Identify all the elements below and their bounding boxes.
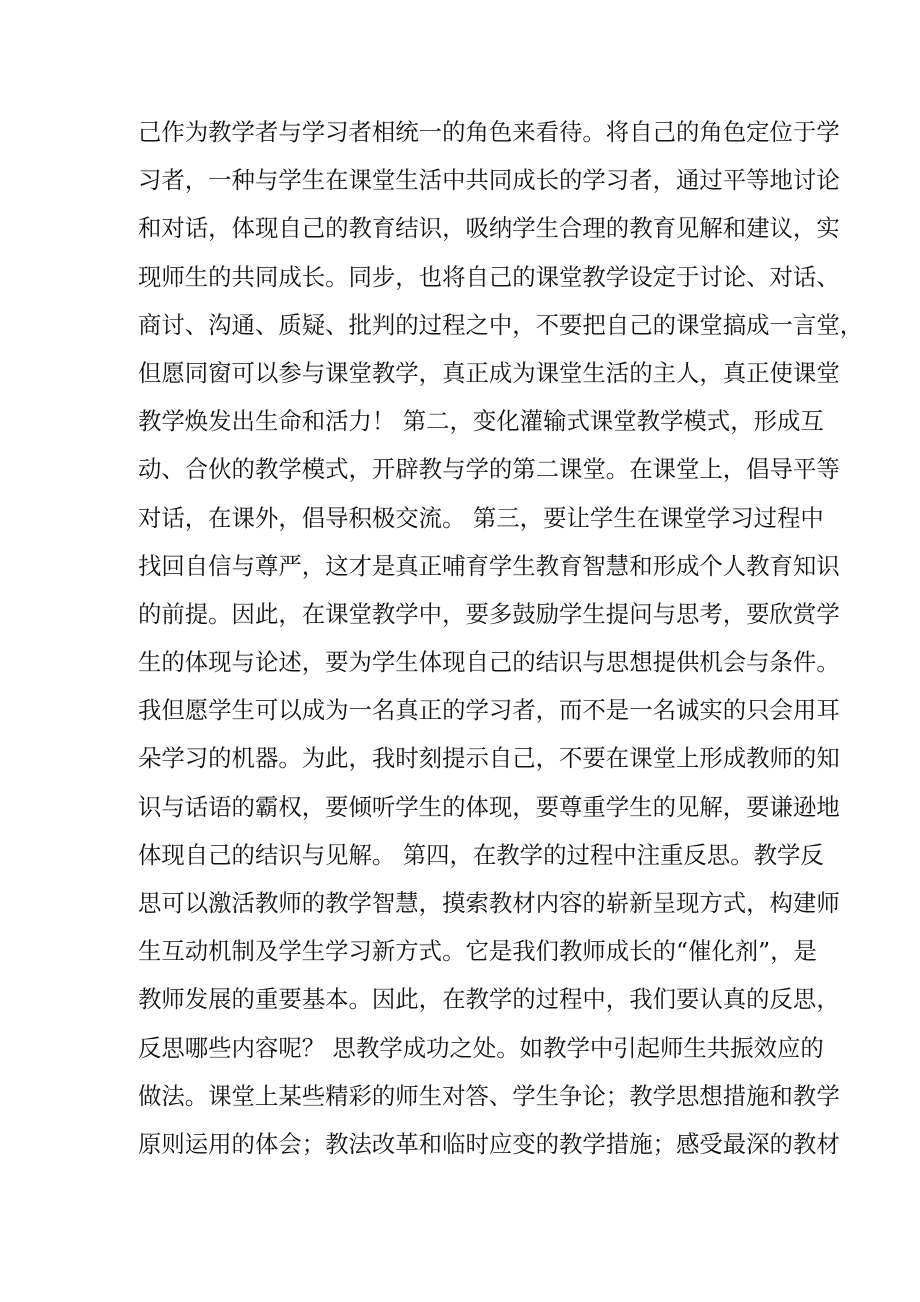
text-line: 但愿同窗可以参与课堂教学，真正成为课堂生活的主人，真正使课堂: [138, 358, 840, 387]
text-line: 识与话语的霸权，要倾听学生的体现，要尊重学生的见解，要谦逊地: [138, 792, 840, 821]
text-line: 教学焕发出生命和活力！ 第二，变化灌输式课堂教学模式，形成互: [138, 407, 824, 436]
text-line: 体现自己的结识与见解。 第四，在教学的过程中注重反思。教学反: [138, 840, 824, 869]
text-line: 反思哪些内容呢？ 思教学成功之处。如教学中引起师生共振效应的: [138, 1033, 824, 1062]
text-line: 和对话，体现自己的教育结识，吸纳学生合理的教育见解和建议，实: [138, 214, 840, 243]
text-line: 生互动机制及学生学习新方式。它是我们教师成长的“催化剂”，是: [138, 937, 817, 966]
text-line: 商讨、沟通、质疑、批判的过程之中，不要把自己的课堂搞成一言堂，: [138, 310, 864, 339]
text-line: 己作为教学者与学习者相统一的角色来看待。将自己的角色定位于学: [138, 118, 840, 146]
text-line: 现师生的共同成长。同步，也将自己的课堂教学设定于讨论、对话、: [138, 262, 840, 291]
text-line: 生的体现与论述，要为学生体现自己的结识与思想提供机会与条件。: [138, 648, 840, 677]
text-line: 的前提。因此，在课堂教学中，要多鼓励学生提问与思考，要欣赏学: [138, 599, 840, 628]
text-line: 教师发展的重要基本。因此，在教学的过程中，我们要认真的反思，: [138, 985, 840, 1014]
text-line: 找回自信与尊严，这才是真正哺育学生教育智慧和形成个人教育知识: [138, 551, 840, 580]
body-text: [138, 114, 864, 1174]
text-line: 习者，一种与学生在课堂生活中共同成长的学习者，通过平等地讨论: [138, 166, 840, 195]
text-line: 朵学习的机器。为此，我时刻提示自己，不要在课堂上形成教师的知: [138, 744, 840, 773]
text-line: 原则运用的体会；教法改革和临时应变的教学措施；感受最深的教材: [138, 1129, 840, 1158]
text-line: 思可以激活教师的教学智慧，摸索教材内容的崭新呈现方式，构建师: [138, 889, 840, 917]
text-line: 动、合伙的教学模式，开辟教与学的第二课堂。在课堂上，倡导平等: [138, 455, 840, 484]
text-line: 我但愿学生可以成为一名真正的学习者，而不是一名诚实的只会用耳: [138, 696, 840, 725]
text-line: 对话，在课外，倡导积极交流。 第三，要让学生在课堂学习过程中: [138, 503, 824, 532]
text-line: 做法。课堂上某些精彩的师生对答、学生争论；教学思想措施和教学: [138, 1081, 840, 1110]
